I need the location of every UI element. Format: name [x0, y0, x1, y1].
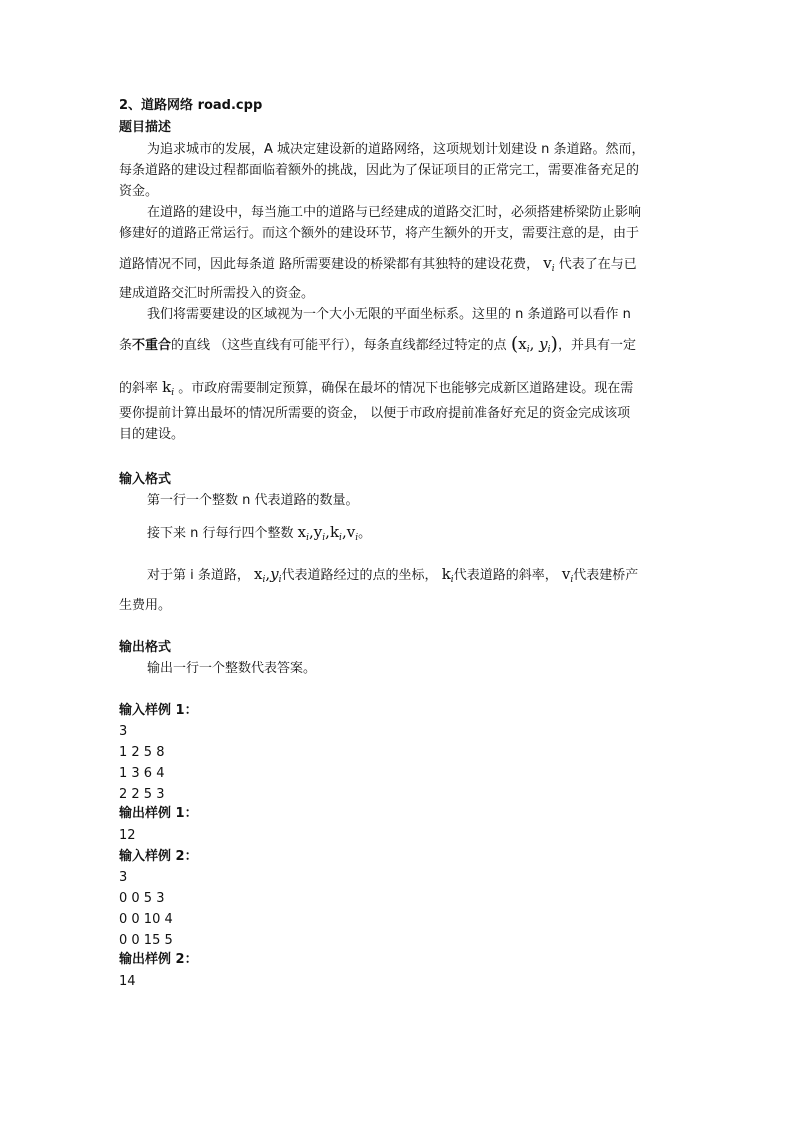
text-segment: 代表了在与已: [558, 257, 637, 272]
input-format-line-1: 第一行一个整数 n 代表道路的数量。: [147, 493, 359, 508]
description-heading: 题目描述: [119, 120, 172, 135]
sample-output-2-value: 14: [119, 974, 136, 989]
sample-input-2-line: 0 0 10 4: [119, 912, 173, 927]
text-segment: 代表道路经过的点的坐标，: [281, 568, 438, 583]
sample-input-1-line: 1 3 6 4: [119, 766, 165, 781]
text-segment: 对于第 i 条道路，: [147, 568, 250, 583]
math-point-xi-yi: ($x_i$, $y_i$): [510, 333, 558, 355]
sample-input-1-line: 3: [119, 724, 128, 739]
math-xykv: $x_i,y_i,k_i,v_i$: [297, 523, 359, 543]
text-segment: 代表建桥产: [573, 568, 639, 583]
math-xi-yi: $x_i,y_i$: [254, 565, 282, 585]
paragraph-1-line-3: 资金。: [119, 184, 159, 199]
paragraph-3-line-4: 要你提前计算出最坏的情况所需要的资金， 以便于市政府提前准备好充足的资金完成该项: [119, 406, 631, 421]
sample-input-1-line: 1 2 5 8: [119, 745, 165, 760]
text-segment: 的直线 （这些直线有可能平行），每条直线都经过特定的点: [171, 338, 507, 353]
sample-input-2-line: 0 0 15 5: [119, 933, 173, 948]
sample-output-1-label: 输出样例 1：: [119, 806, 198, 821]
sample-input-1-line: 2 2 5 3: [119, 787, 165, 802]
sample-input-2-label: 输入样例 2：: [119, 849, 198, 864]
paragraph-2-line-3: [119, 253, 637, 279]
paragraph-2-line-1: 在道路的建设中，每当施工中的道路与已经建成的道路交汇时，必须搭建桥梁防止影响: [147, 205, 642, 220]
sample-input-2-line: 0 0 5 3: [119, 891, 165, 906]
sample-input-2-line: 3: [119, 870, 128, 885]
math-v-i: $v_i$: [561, 565, 574, 585]
text-segment: ，并具有一定: [557, 338, 636, 353]
bold-text-segment: 不重合: [132, 338, 172, 353]
input-format-line-4: 生费用。: [119, 598, 172, 613]
problem-title: 2、道路网络 road.cpp: [119, 98, 263, 113]
sample-output-1-value: 12: [119, 828, 136, 843]
paragraph-3-line-5: 目的建设。: [119, 427, 185, 442]
sample-input-1-label: 输入样例 1：: [119, 703, 198, 718]
text-segment: 条: [119, 338, 133, 353]
paragraph-3-line-2: [119, 334, 636, 360]
input-format-line-3: [147, 564, 638, 590]
text-segment: 。: [358, 526, 372, 541]
output-format-heading: 输出格式: [119, 640, 172, 655]
paragraph-3-line-3: [119, 377, 633, 403]
math-v-i: $v_i$: [543, 254, 555, 274]
text-segment: 的斜率: [119, 381, 159, 396]
paragraph-2-line-4: 建成道路交汇时所需投入的资金。: [119, 286, 315, 301]
text-segment: 。市政府需要制定预算，确保在最坏的情况下也能够完成新区道路建设。现在需: [178, 381, 634, 396]
paragraph-2-line-2: 修建好的道路正常运行。而这个额外的建设环节，将产生额外的开支，需要注意的是，由于: [119, 226, 640, 241]
paragraph-3-line-1: 我们将需要建设的区域视为一个大小无限的平面坐标系。这里的 n 条道路可以看作 n: [147, 307, 631, 322]
math-k-i: $k_i$: [162, 378, 175, 398]
text-segment: 接下来 n 行每行四个整数: [147, 526, 294, 541]
paragraph-1-line-2: 每条道路的建设过程都面临着额外的挑战，因此为了保证项目的正常完工，需要准备充足的: [119, 163, 640, 178]
paragraph-1-line-1: 为追求城市的发展，A 城决定建设新的道路网络，这项规划计划建设 n 条道路。然而，: [147, 142, 645, 157]
output-format-line-1: 输出一行一个整数代表答案。: [147, 661, 317, 676]
input-format-heading: 输入格式: [119, 472, 172, 487]
text-segment: 代表道路的斜率，: [453, 568, 558, 583]
input-format-line-2: [147, 522, 371, 548]
sample-output-2-label: 输出样例 2：: [119, 952, 198, 967]
math-k-i: $k_i$: [441, 565, 454, 585]
text-segment: 道路情况不同，因此每条道 路所需要建设的桥梁都有其独特的建设花费，: [119, 257, 540, 272]
